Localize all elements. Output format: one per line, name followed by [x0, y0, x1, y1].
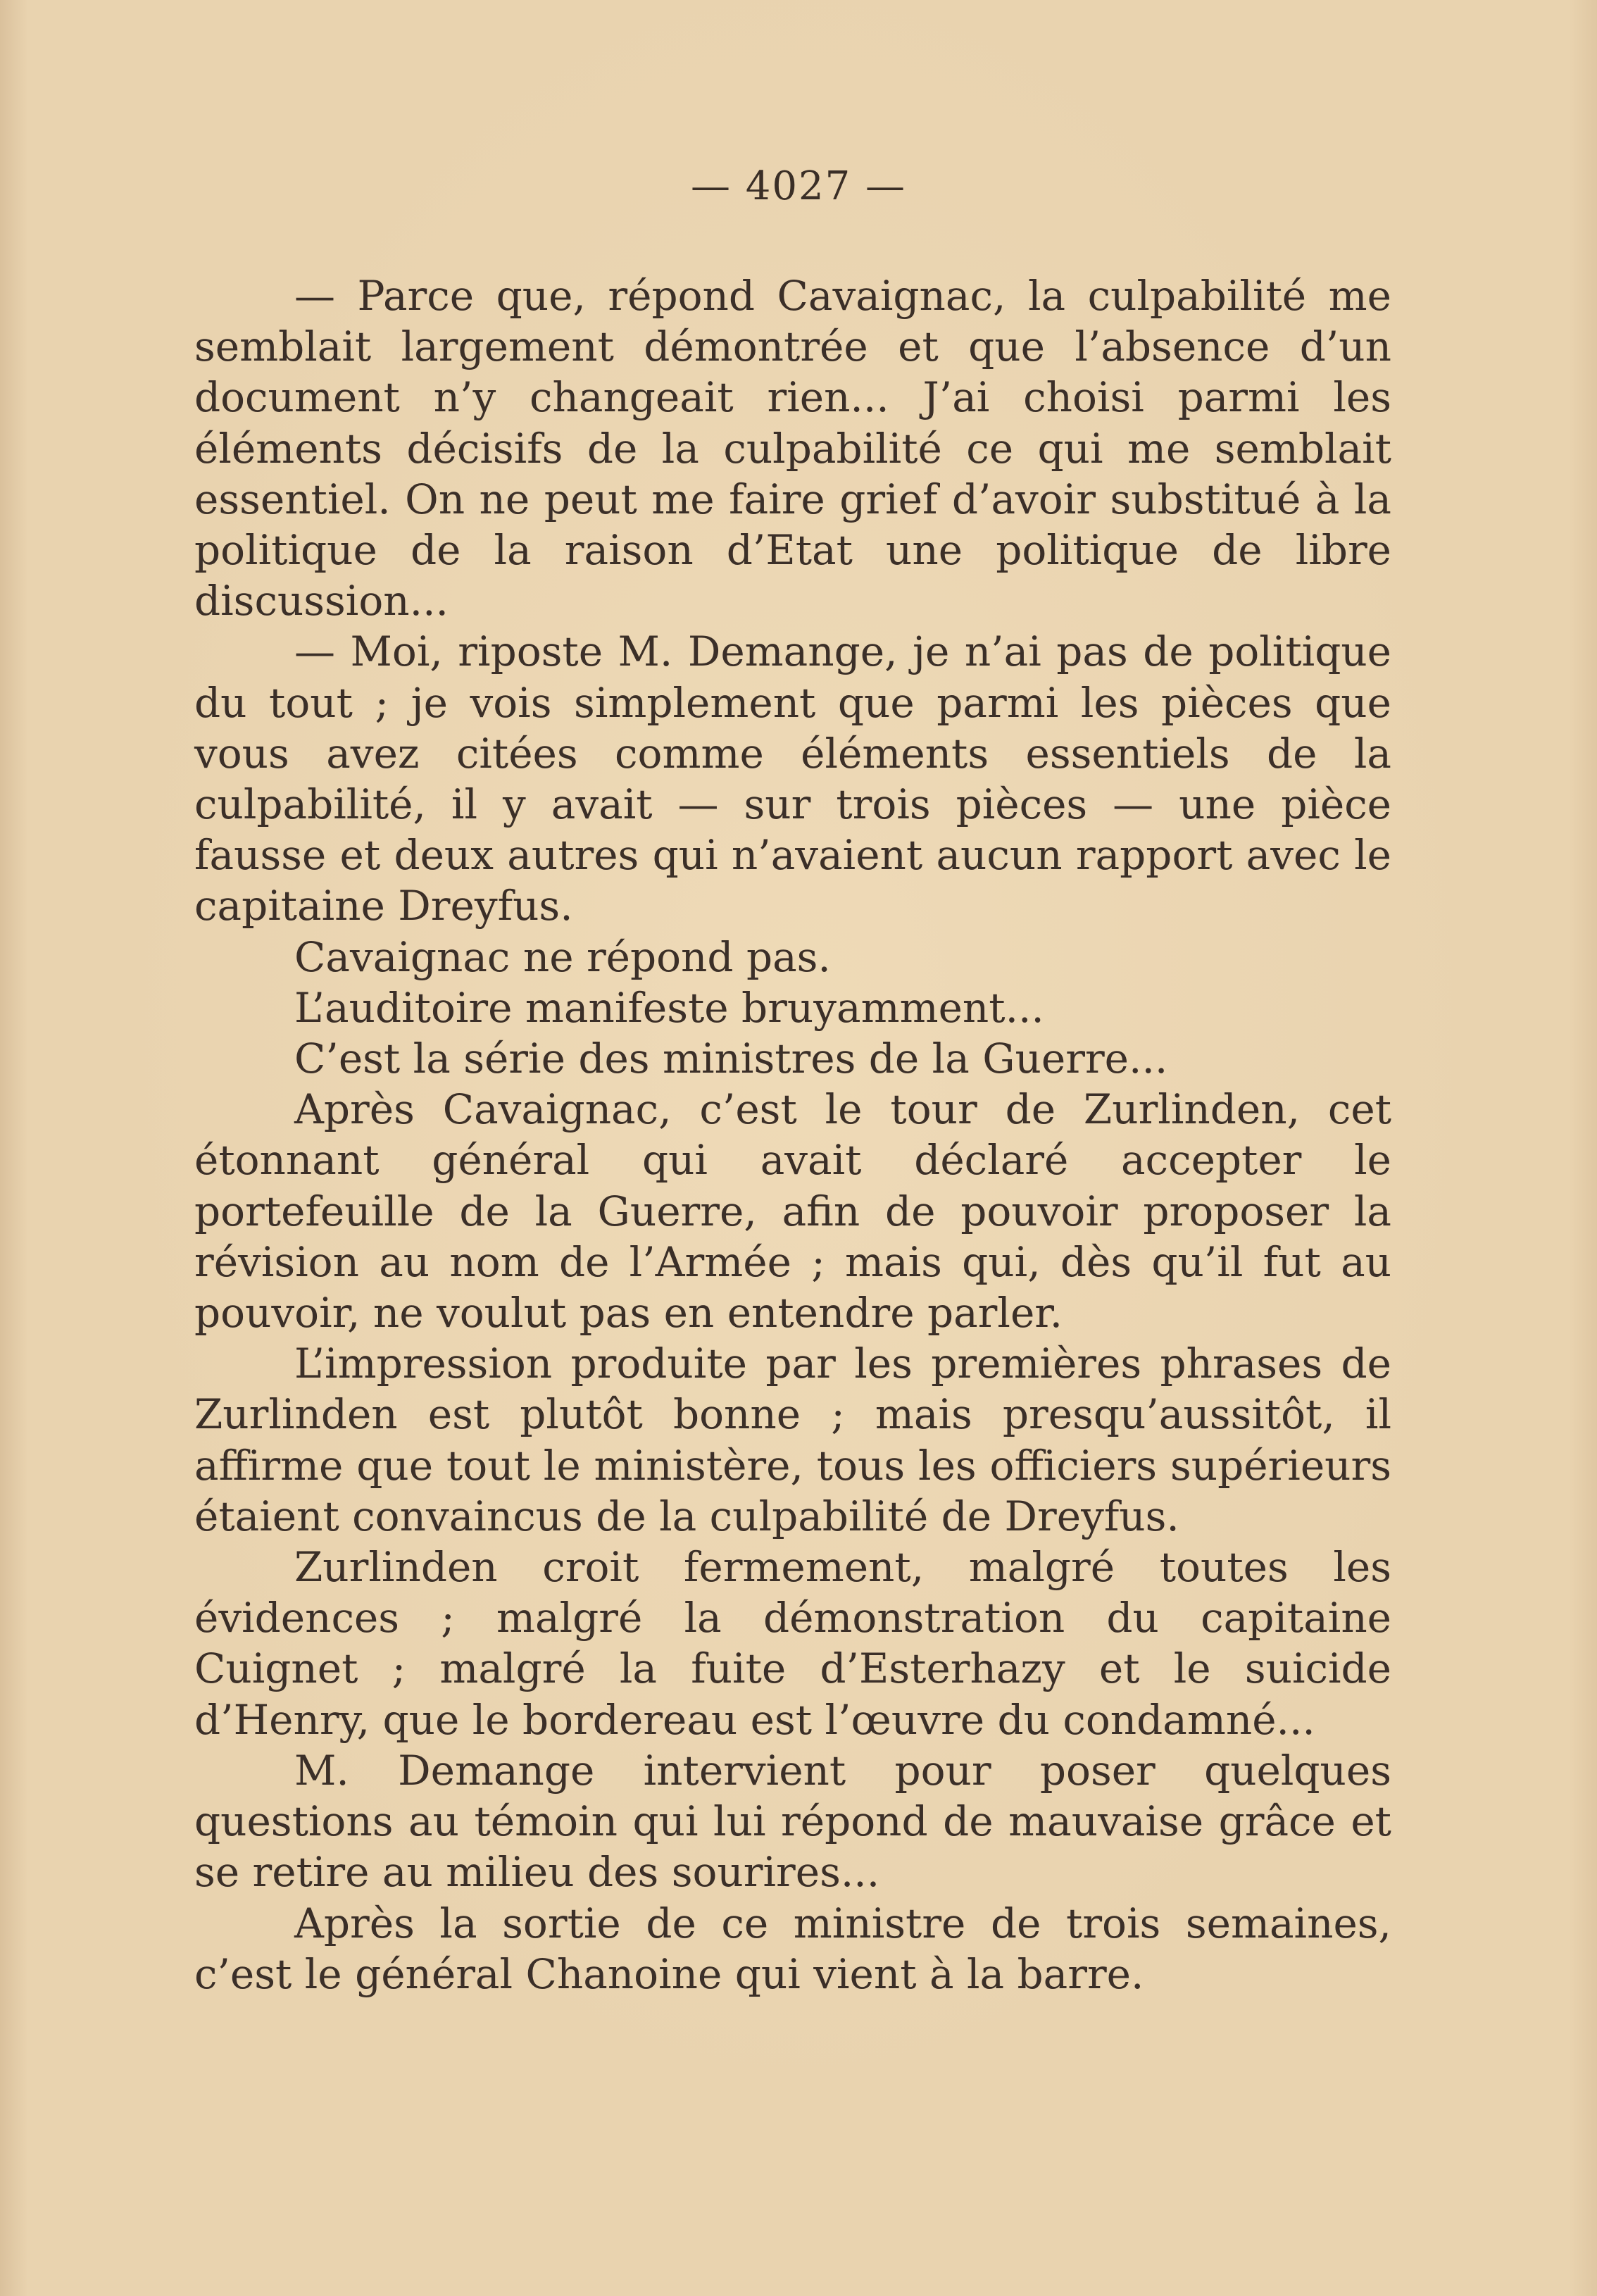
page-number: — 4027 —	[690, 163, 907, 209]
paragraph: L’impression produite par les premières phrases de Zurlinden est plutôt bonne ; mais presqu’aussitôt, il affirme que tout le ministère, tous les officiers supérieurs étaient convaincus de la culpabilité de Dreyfus.	[194, 1340, 1391, 1540]
paragraph: Après Cavaignac, c’est le tour de Zurlinden, cet étonnant général qui avait déclaré accepter le portefeuille de la Guerre, afin de pouvoir proposer la révision au nom de l’Armée ; mais qui, dès qu’il fut au pouvoir, ne voulut pas en entendre parler.	[194, 1085, 1391, 1337]
paragraph: Zurlinden croit fermement, malgré toutes les évidences ; malgré la démonstration du capitaine Cuignet ; malgré la fuite d’Esterhazy et le suicide d’Henry, que le bordereau est l’œuvre du condamné...	[194, 1543, 1391, 1744]
paragraph: L’auditoire manifeste bruyamment...	[294, 983, 1044, 1032]
paragraph: Après la sortie de ce ministre de trois semaines, c’est le général Chanoine qui vient à la barre.	[194, 1899, 1391, 1998]
paragraph: — Parce que, répond Cavaignac, la culpabilité me semblait largement démontrée et que l’absence d’un document n’y changeait rien... J’ai choisi parmi les éléments décisifs de la culpabilité ce qui me semblait essentiel. On ne peut me faire grief d’avoir substitué à la politique de la raison d’Etat une politique de libre discussion...	[194, 272, 1391, 625]
body-text	[194, 270, 1391, 1999]
paragraph: C’est la série des ministres de la Guerre...	[294, 1035, 1168, 1083]
paragraph: M. Demange intervient pour poser quelques questions au témoin qui lui répond de mauvaise grâce et se retire au milieu des sourires...	[194, 1746, 1391, 1897]
paragraph: Cavaignac ne répond pas.	[294, 932, 831, 981]
paragraph: — Moi, riposte M. Demange, je n’ai pas de politique du tout ; je vois simplement que parmi les pièces que vous avez citées comme éléments essentiels de la culpabilité, il y avait — sur trois pièces — une pièce fausse et deux autres qui n’avaient aucun rapport avec le capitaine Dreyfus.	[194, 628, 1391, 930]
